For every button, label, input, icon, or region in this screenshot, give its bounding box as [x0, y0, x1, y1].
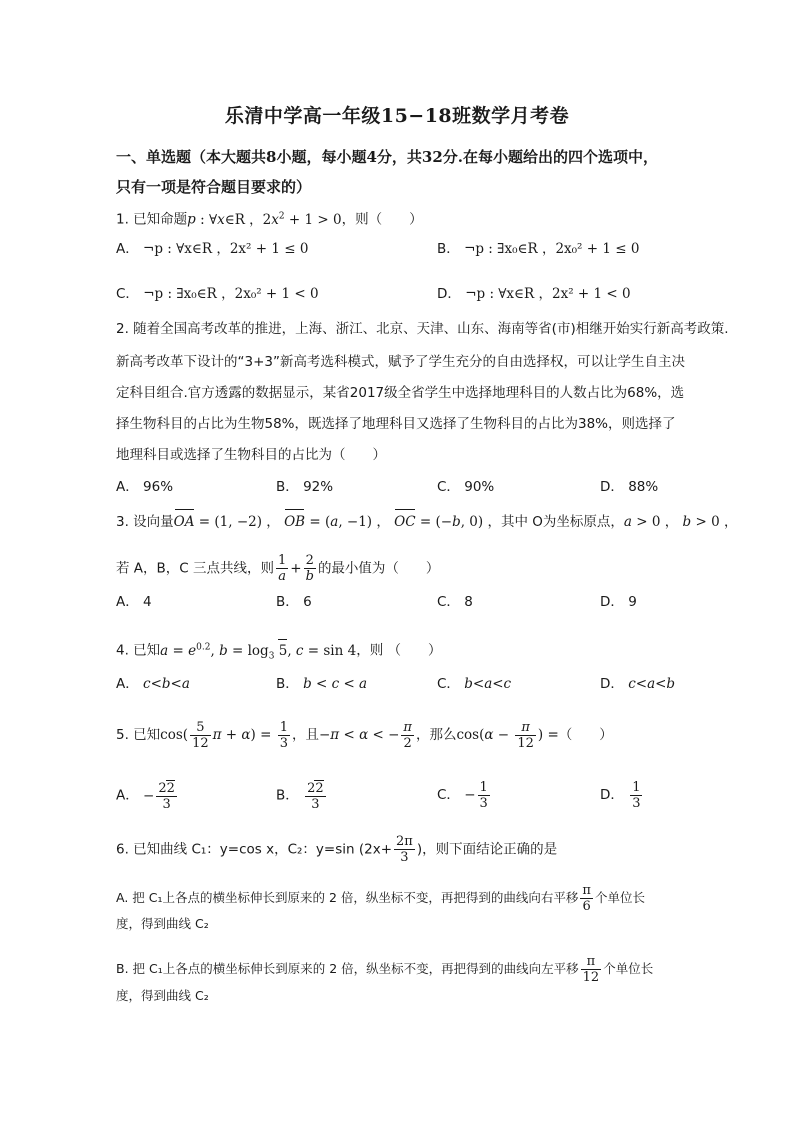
q3-stem-prefix: 3. 设向量: [116, 514, 174, 530]
q4-option-b: [276, 673, 367, 695]
q1-option-b-text: ¬p : ∃x₀∈R ，2x₀² + 1 ≤ 0: [464, 241, 640, 257]
q4-stem-prefix: 4. 已知: [116, 642, 161, 659]
q2-option-b: [276, 476, 333, 498]
q3-option-b: [276, 591, 312, 613]
q1-formula-rest: : ∀x∈R ，$2x^2 + 1 > 0$: [195, 211, 342, 228]
q1-option-a: [116, 238, 308, 260]
q1-option-d-label: D．: [437, 286, 461, 302]
q5-option-c: C． − $\frac{1}{3}$: [437, 780, 488, 811]
q6-option-a-line2: 度，得到曲线 C₂: [116, 916, 209, 931]
q1-option-a-label: A．: [116, 241, 139, 257]
q4-option-a-label: A．: [116, 676, 139, 692]
q5-stem: [116, 720, 613, 751]
q2-option-d-text: 88%: [628, 479, 659, 495]
q3-conditions: a > 0 ， b > 0 ，: [623, 514, 738, 530]
q2-line-1: 2. 随着全国高考改革的推进，上海、浙江、北京、天津、山东、海南等省(市)相继开始实行新高考政策.: [116, 321, 729, 337]
q4-option-d-label: D．: [600, 676, 624, 692]
vector-ob-value: = (a, −1) ，: [305, 514, 395, 530]
q6-option-b-line2: 度，得到曲线 C₂: [116, 988, 209, 1003]
exam-title: 乐清中学高一年级15−18班数学月考卷: [224, 105, 570, 127]
q4-formula: $a = e^{0.2}$, $b = \log_3 5$, c = sin 4: [160, 643, 356, 659]
q4-stem: [116, 636, 442, 667]
vector-oc: OC: [394, 511, 415, 533]
q3-option-c-text: 8: [464, 594, 473, 610]
section-heading-line1: 一、单选题（本大题共8小题，每小题4分，共32分.在每小题给出的四个选项中，: [116, 148, 658, 166]
q5-range: −π < α < − $\frac{\pi}{2}$: [318, 720, 412, 751]
q3-stem: [116, 511, 737, 533]
q2-option-c-text: 90%: [464, 479, 495, 495]
fraction-2-over-b: $\frac{2}{b}$: [305, 553, 314, 584]
q4-option-b-label: B．: [276, 676, 299, 692]
section-heading-line2: 只有一项是符合题目要求的）: [116, 178, 312, 196]
q4-option-a: [116, 673, 190, 695]
q6-option-b-line1: [116, 954, 653, 985]
q1-option-a-text: ¬p : ∀x∈R ，2x² + 1 ≤ 0: [143, 241, 309, 257]
q6-stem-suffix: )，则下面结论正确的是: [416, 841, 558, 858]
q4-option-c: [437, 673, 511, 695]
q1-option-b-label: B．: [437, 241, 460, 257]
q5-stem-mid1: ，且: [291, 727, 319, 743]
fraction-1-over-a: $\frac{1}{a}$: [278, 553, 287, 584]
q4-option-d-text: c<a<b: [628, 676, 676, 692]
q5-stem-mid2: ，那么: [415, 727, 457, 743]
q3-option-d-text: 9: [628, 594, 637, 610]
fraction-pi-over-6: $\frac{\pi}{6}$: [582, 883, 591, 914]
q2-option-a-text: 96%: [143, 479, 174, 495]
q3-line2-suffix: 的最小值为（ ）: [317, 560, 440, 577]
q5-target: cos(α − $\frac{\pi}{12}$ ) =: [456, 720, 559, 751]
q5-stem-suffix: （ ）: [558, 727, 613, 743]
q3-option-d: [600, 591, 637, 613]
q3-option-a: [116, 591, 152, 613]
q6-option-b-suffix: 个单位长: [603, 961, 654, 976]
q2-line-4: 择生物科目的占比为生物58%，既选择了地理科目又选择了生物科目的占比为38%，则选择了: [116, 416, 676, 432]
q4-option-c-text: b<a<c: [464, 676, 512, 692]
q4-option-d: [600, 673, 675, 695]
q2-option-a-label: A．: [116, 479, 139, 495]
q2-line-2: 新高考改革下设计的“3+3”新高考选科模式，赋予了学生充分的自由选择权，可以让学生自主决: [116, 354, 685, 370]
fraction-pi-over-12: $\frac{\pi}{12}$: [582, 954, 600, 985]
q5-given: cos( $\frac{5}{12}$ π + α) = $\frac{1}{3}$: [160, 720, 288, 751]
q2-line-3: 定科目组合.官方透露的数据显示，某省2017级全省学生中选择地理科目的人数占比为68%，选: [116, 385, 685, 401]
q2-option-b-text: 92%: [303, 479, 334, 495]
vector-ob: OB: [284, 511, 305, 533]
vector-oa-value: = (1, −2) ，: [194, 514, 285, 530]
q5-option-b: B． $\frac{22}{3}$: [276, 781, 324, 812]
q1-stem-suffix: ，则（ ）: [341, 211, 423, 228]
q5-option-d: D． $\frac{1}{3}$: [600, 780, 641, 811]
q5-option-a: A． − $\frac{22}{3}$: [116, 781, 175, 812]
q4-option-b-text: b < c < a: [303, 676, 368, 692]
q2-option-c-label: C．: [437, 479, 460, 495]
q1-option-c-label: C．: [116, 286, 139, 302]
q3-option-b-text: 6: [303, 594, 312, 610]
q6-option-b-prefix: B. 把 C₁上各点的横坐标伸长到原来的 2 倍，纵坐标不变，再把得到的曲线向左平移: [116, 961, 579, 976]
q2-line-5: 地理科目或选择了生物科目的占比为（ ）: [116, 447, 386, 463]
q1-formula: p: [187, 211, 196, 228]
q3-option-c-label: C．: [437, 594, 460, 610]
q2-option-a: [116, 476, 173, 498]
q1-stem: [116, 205, 423, 231]
q2-option-d: [600, 476, 658, 498]
q2-option-d-label: D．: [600, 479, 624, 495]
q3-option-c: [437, 591, 473, 613]
q2-option-b-label: B．: [276, 479, 299, 495]
q6-option-a-line1: [116, 883, 645, 914]
vector-oa: OA: [174, 511, 195, 533]
q6-option-a-prefix: A. 把 C₁上各点的横坐标伸长到原来的 2 倍，纵坐标不变，再把得到的曲线向右平移: [116, 890, 579, 905]
q3-option-b-label: B．: [276, 594, 299, 610]
q3-option-a-label: A．: [116, 594, 139, 610]
q3-stem-mid: ，其中 O为坐标原点，: [487, 514, 624, 530]
q4-option-a-text: c<b<a: [143, 676, 190, 692]
q1-option-d-text: ¬p : ∀x∈R ，2x² + 1 < 0: [465, 286, 631, 302]
q6-option-a-suffix: 个单位长: [594, 890, 645, 905]
q3-line2-prefix: 若 A，B，C 三点共线，则: [116, 560, 275, 577]
q1-option-c: [116, 283, 319, 305]
fraction-2pi-over-3: $\frac{2\pi}{3}$: [396, 834, 413, 865]
q2-option-c: [437, 476, 494, 498]
q1-option-d: [437, 283, 631, 305]
q4-stem-suffix: ，则 （ ）: [356, 642, 442, 659]
q6-stem-prefix: 6. 已知曲线 C₁：y=cos x，C₂：y=sin (2x+: [116, 841, 393, 858]
q3-option-d-label: D．: [600, 594, 624, 610]
q1-option-b: [437, 238, 639, 260]
q1-option-c-text: ¬p : ∃x₀∈R ，2x₀² + 1 < 0: [143, 286, 319, 302]
q1-stem-prefix: 1. 已知命题: [116, 211, 188, 228]
q3-line-2: 若 A，B，C 三点共线，则 $\frac{1}{a}$ + $\frac{2}{b}$ 的最小值为（ ）: [116, 553, 440, 584]
q3-option-a-text: 4: [143, 594, 152, 610]
q6-stem: [116, 834, 557, 865]
q4-option-c-label: C．: [437, 676, 460, 692]
q5-stem-prefix: 5. 已知: [116, 727, 161, 743]
vector-oc-value: = (−b, 0): [415, 514, 488, 530]
